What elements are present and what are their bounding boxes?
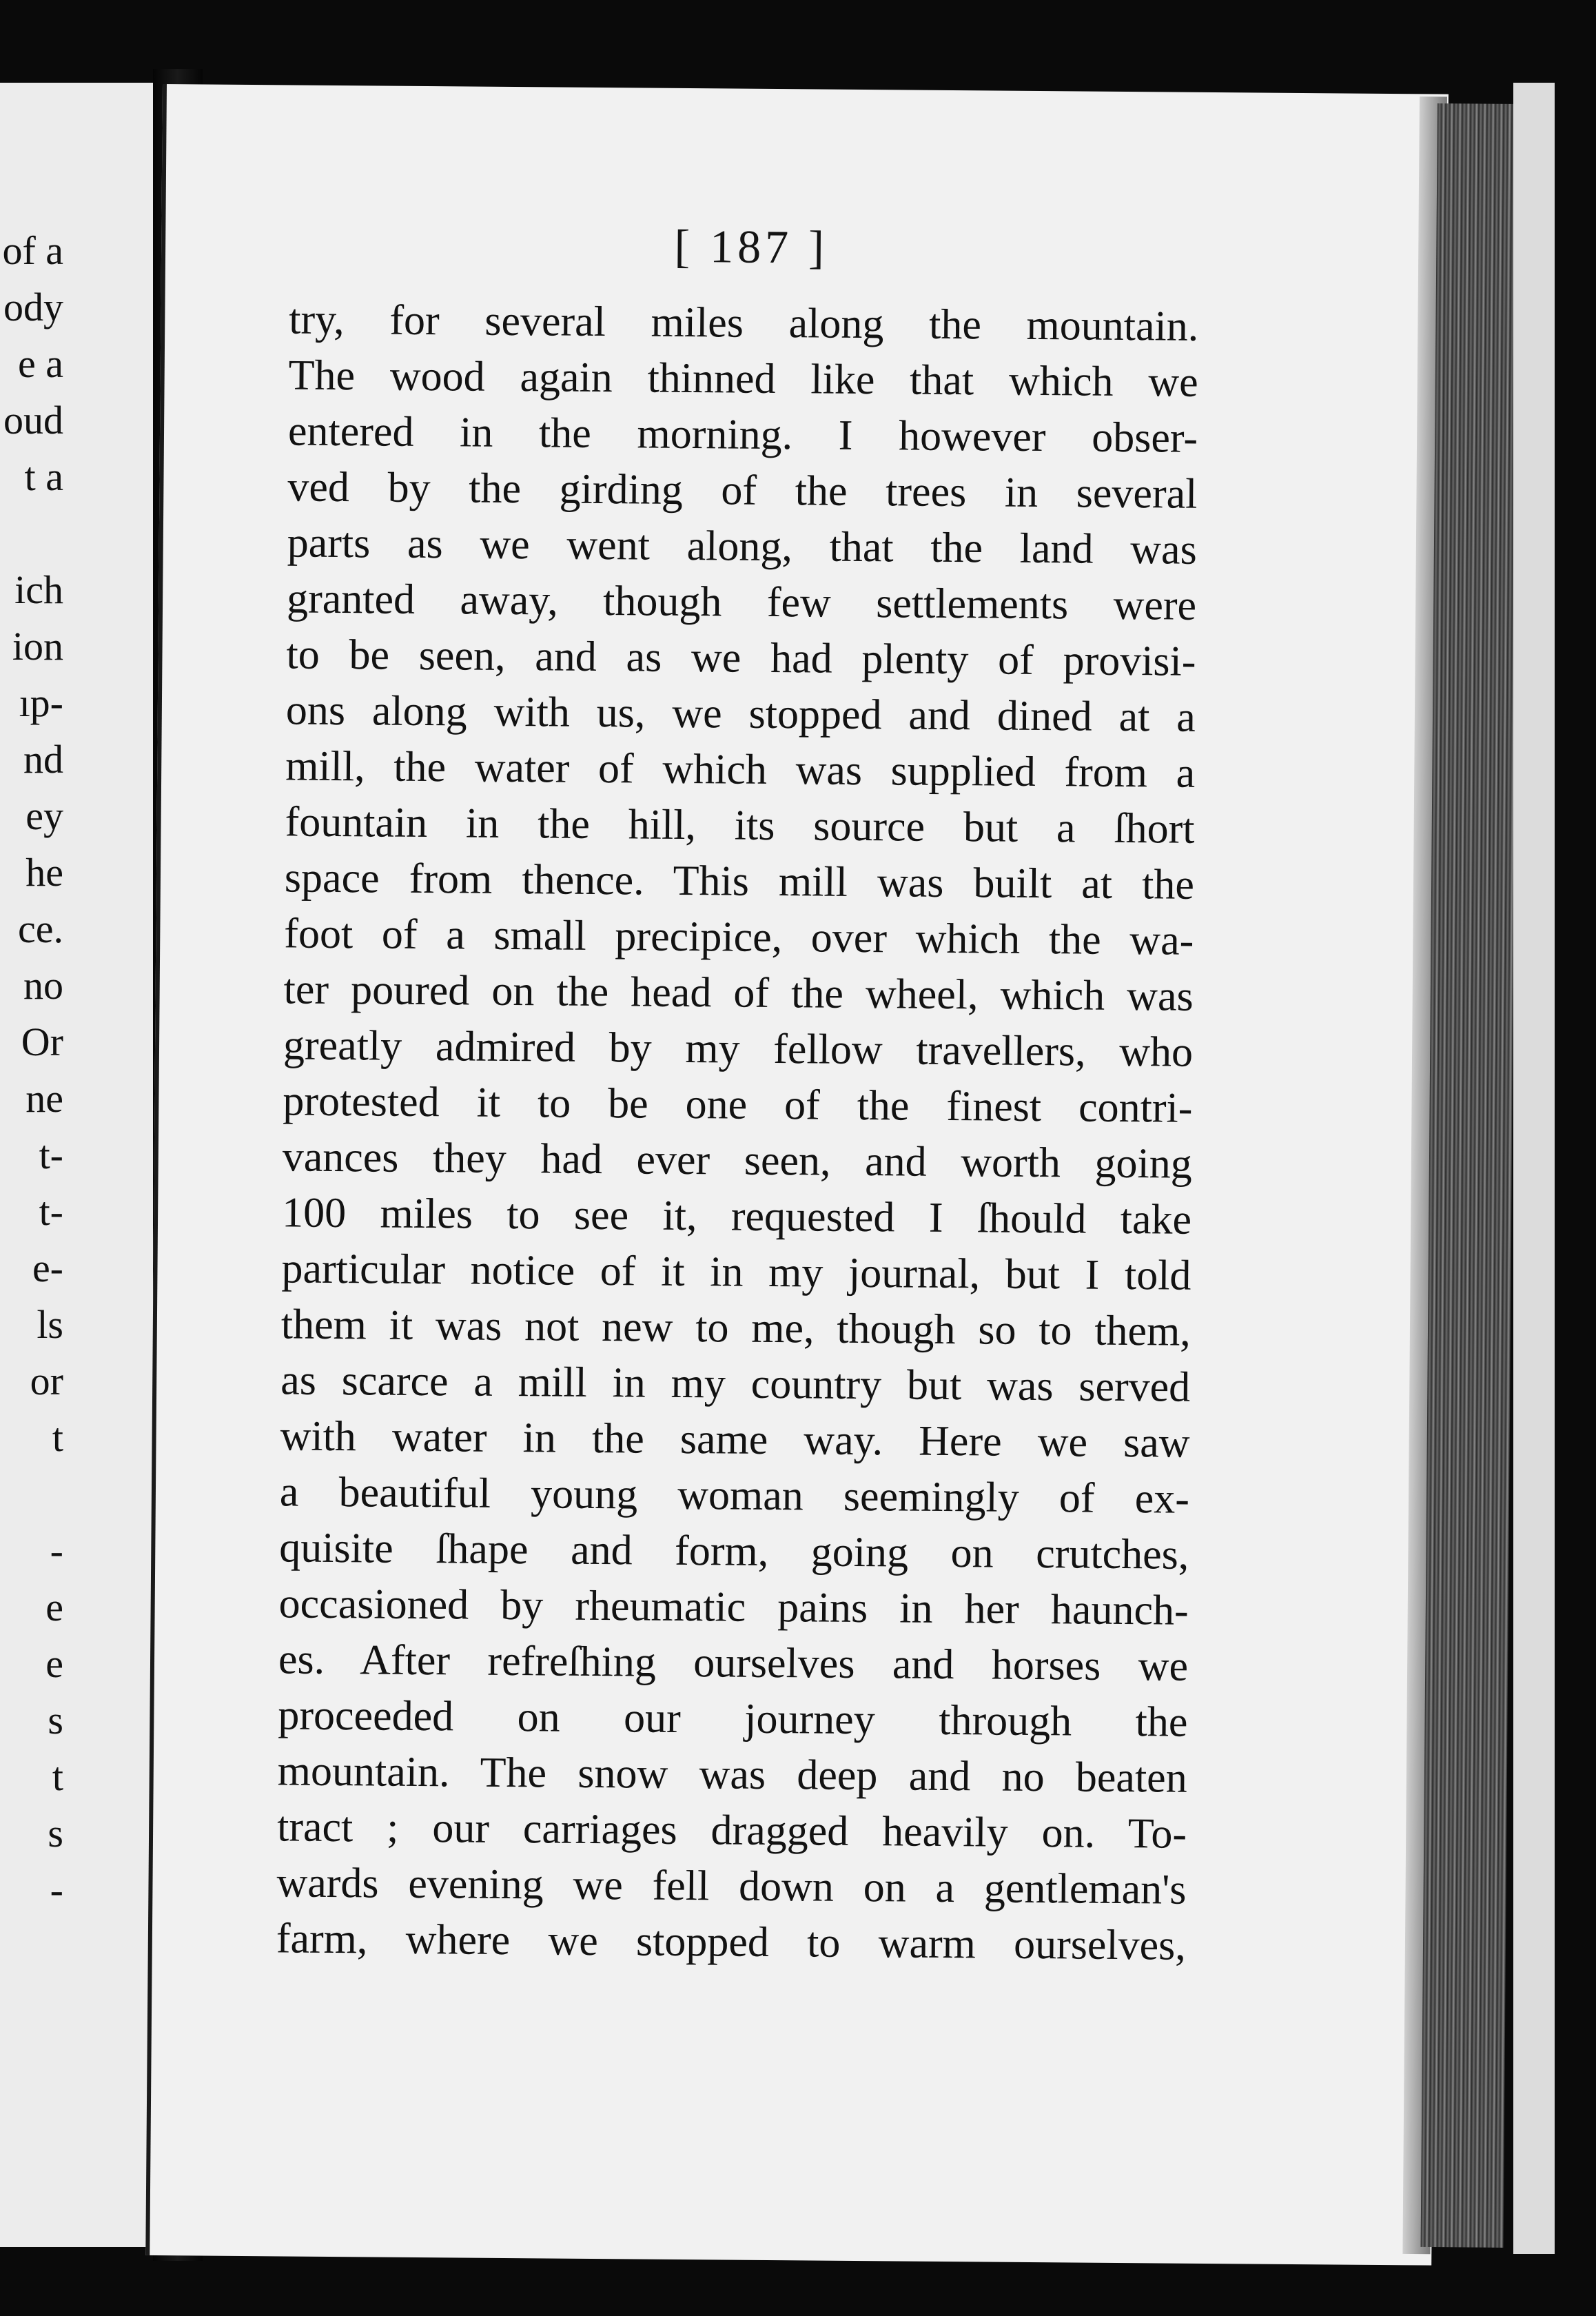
book-page: [145, 84, 1449, 2266]
left-page-line: oud: [3, 398, 63, 443]
left-page-line: t: [52, 1415, 63, 1460]
text-line: wards evening we fell down on a gentleman's: [276, 1859, 1187, 1913]
text-line: a beautiful young woman seemingly of ex-: [279, 1468, 1190, 1523]
left-page-line: ce.: [18, 906, 63, 951]
text-line: protested it to be one of the finest contri-: [283, 1077, 1193, 1132]
text-line: quisite ſhape and form, going on crutches,: [279, 1524, 1189, 1578]
left-page-line: nd: [23, 737, 63, 782]
left-page-line: no: [23, 963, 63, 1008]
left-page-line: ey: [25, 793, 63, 838]
cover-board: [1513, 83, 1555, 2254]
left-page-line: s: [48, 1811, 63, 1856]
left-page-line: s: [48, 1698, 63, 1743]
left-page-line: ody: [3, 285, 63, 329]
left-page-line: e: [45, 1585, 63, 1629]
left-page-line: e-: [32, 1246, 63, 1290]
text-line: them it was not new to me, though so to them,: [280, 1301, 1191, 1355]
text-line: proceeded on our journey through the: [278, 1692, 1188, 1746]
text-line: The wood again thinned like that which we: [288, 352, 1198, 406]
left-page-fragment: [0, 83, 153, 2247]
text-line: particular notice of it in my journal, but I told: [281, 1245, 1191, 1299]
left-page-line: e: [45, 1641, 63, 1686]
text-line: with water in the same way. Here we saw: [280, 1412, 1190, 1467]
text-line: ved by the girding of the trees in several: [287, 463, 1198, 518]
text-line: as scarce a mill in my country but was served: [280, 1357, 1191, 1411]
left-page-line: ich: [14, 567, 63, 612]
page-number: [ 187 ]: [674, 219, 829, 274]
left-page-line: or: [30, 1359, 63, 1403]
text-line: fountain in the hill, its source but a ſhort: [285, 798, 1195, 853]
text-line: occasioned by rheumatic pains in her haunch-: [278, 1580, 1189, 1634]
text-line: foot of a small precipice, over which the wa-: [284, 910, 1194, 964]
text-line: ter poured on the head of the wheel, which was: [283, 966, 1194, 1020]
left-page-line: -: [50, 1528, 63, 1573]
left-page-line: [0, 1471, 153, 1527]
left-page-line: he: [25, 850, 63, 895]
text-line: space from thence. This mill was built at the: [284, 854, 1195, 908]
left-page-line: ıp-: [19, 680, 63, 725]
left-page-line: ion: [12, 624, 63, 669]
text-line: parts as we went along, that the land was: [287, 519, 1198, 573]
left-page-line: of a: [2, 228, 63, 273]
text-line: tract ; our carriages dragged heavily on. To-: [276, 1803, 1187, 1858]
left-page-line: ls: [37, 1302, 63, 1347]
text-line: mill, the water of which was supplied from a: [285, 742, 1196, 797]
text-line: entered in the morning. I however obser-: [287, 407, 1198, 462]
left-page-line: [0, 510, 153, 567]
left-page-line: t a: [24, 454, 63, 499]
text-line: farm, where we stopped to warm ourselves,: [276, 1915, 1187, 1969]
left-page-line: ne: [25, 1076, 63, 1121]
text-line: mountain. The snow was deep and no beaten: [277, 1747, 1188, 1802]
page-text: [276, 292, 1199, 1973]
text-line: to be seen, and as we had plenty of provisi-: [286, 631, 1196, 685]
left-page-line: t-: [39, 1132, 63, 1177]
left-page-line: t-: [39, 1189, 63, 1234]
text-line: vances they had ever seen, and worth going: [282, 1133, 1193, 1188]
text-line: try, for several miles along the mountain.: [289, 296, 1199, 350]
page-stack-edges: [1421, 103, 1520, 2248]
left-page-line: e a: [18, 341, 63, 386]
text-line: granted away, though few settlements were: [286, 575, 1197, 629]
text-line: 100 miles to see it, requested I ſhould take: [281, 1189, 1192, 1243]
text-line: greatly admired by my fellow travellers, who: [283, 1022, 1194, 1076]
left-page-line: -: [50, 1867, 63, 1912]
text-line: ons along with us, we stopped and dined at a: [285, 687, 1196, 741]
left-page-line: t: [52, 1754, 63, 1799]
left-page-line: Or: [21, 1019, 63, 1064]
text-line: es. After refreſhing ourselves and horses we: [278, 1636, 1189, 1690]
